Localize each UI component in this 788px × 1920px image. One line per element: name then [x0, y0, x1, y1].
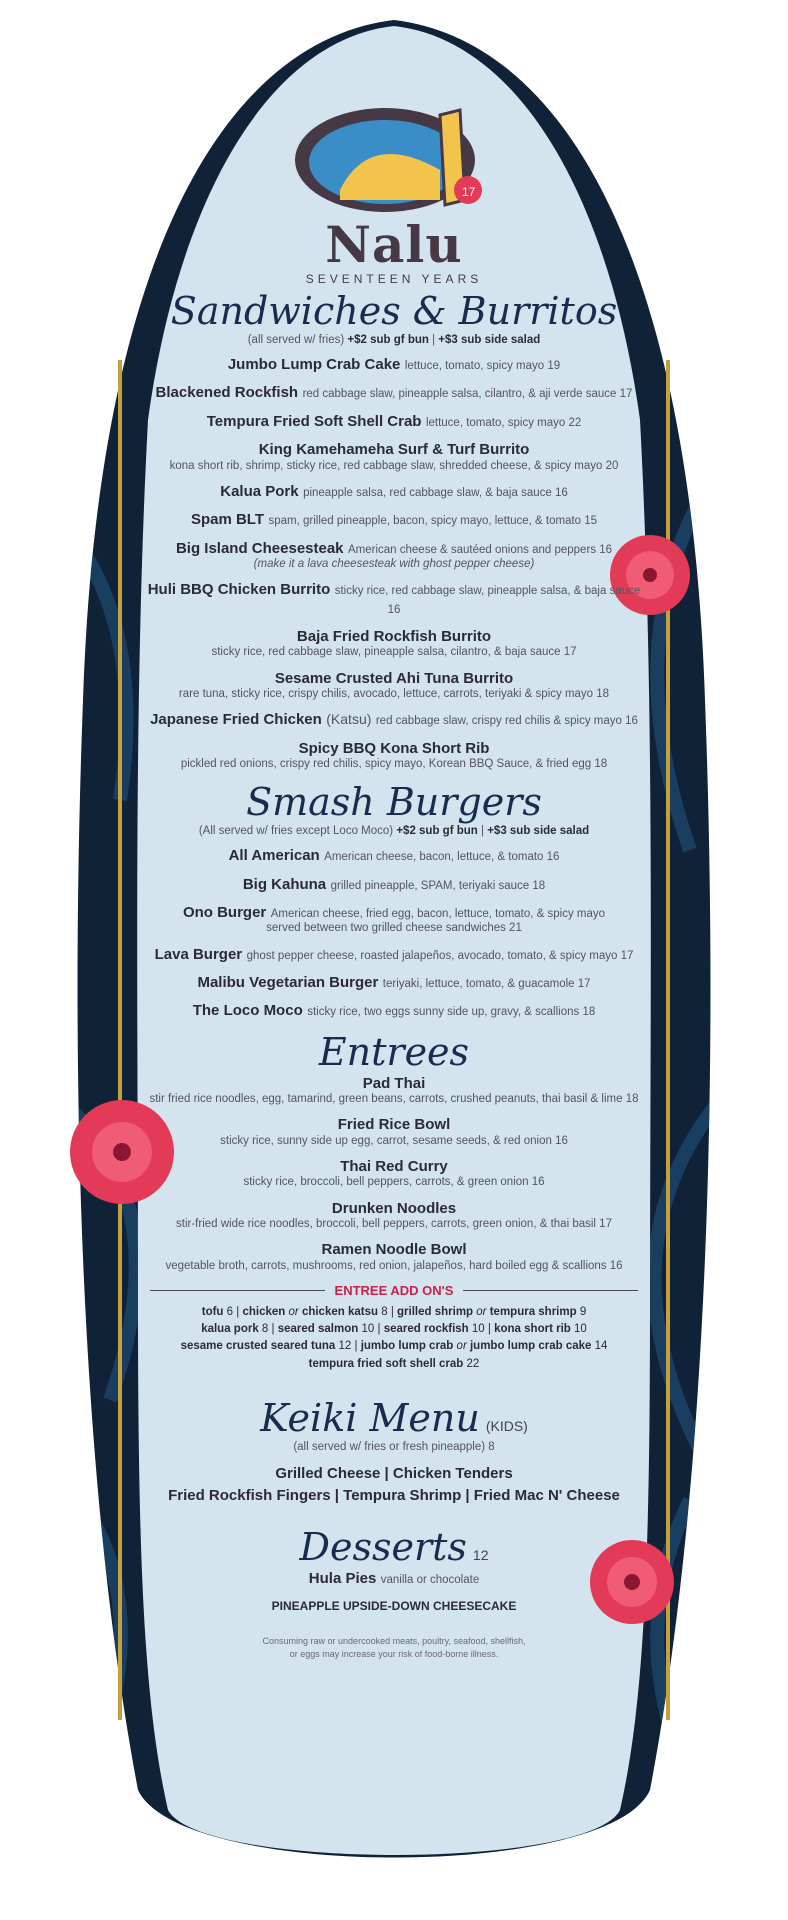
item-name: Ono Burger	[182, 903, 267, 921]
item-description: sticky rice, red cabbage slaw, pineapple salsa, & baja sauce 16	[334, 585, 641, 616]
item-name: Pad Thai	[362, 1074, 426, 1092]
addon-name: tempura shrimp	[489, 1305, 577, 1318]
addon-separator: |	[487, 1323, 491, 1336]
menu-item	[140, 581, 648, 618]
dessert-upside-down-cheesecake: PINEAPPLE UPSIDE-DOWN CHEESECAKE	[271, 1598, 517, 1613]
item-name: Tempura Fried Soft Shell Crab	[206, 412, 422, 430]
item-subname: (Katsu)	[326, 711, 372, 728]
addon-price: 6	[226, 1305, 234, 1318]
dessert-hula-pies	[140, 1570, 648, 1588]
menu-item	[140, 904, 648, 936]
addon-separator: |	[377, 1323, 381, 1336]
kids-title-text: Keiki Menu	[260, 1395, 480, 1440]
kids-note: (all served w/ fries or fresh pineapple) 8	[293, 1440, 495, 1453]
item-name: Big Island Cheesesteak	[175, 539, 344, 557]
item-description: vanilla or chocolate	[380, 1574, 480, 1587]
addon-name: chicken	[242, 1305, 286, 1318]
addon-name: seared rockfish	[383, 1323, 469, 1336]
kids-items-line2: Fried Rockfish Fingers | Tempura Shrimp | Fried Mac N' Cheese	[168, 1486, 620, 1504]
addon-separator: |	[271, 1323, 275, 1336]
item-name: Drunken Noodles	[331, 1199, 457, 1217]
addon-or: or	[456, 1340, 467, 1353]
menu-item	[140, 1075, 648, 1107]
menu-item	[140, 1241, 648, 1273]
item-name: Spicy BBQ Kona Short Rib	[298, 739, 490, 757]
menu-content	[140, 100, 648, 1661]
item-description: red cabbage slaw, crispy red chilis & spicy mayo 16	[375, 715, 638, 728]
desserts-title-text: Desserts	[299, 1525, 467, 1570]
item-extra-note: (make it a lava cheesesteak with ghost pepper cheese)	[253, 557, 535, 570]
item-name: Big Kahuna	[242, 875, 327, 893]
menu-item	[140, 384, 648, 402]
desserts-price: 12	[472, 1547, 489, 1564]
item-extra-note: served between two grilled cheese sandwiches 21	[266, 922, 522, 935]
brand-tagline: SEVENTEEN YEARS	[305, 272, 483, 286]
section-title-entrees: Entrees	[318, 1029, 470, 1074]
left-gold-stripe	[118, 360, 122, 1720]
wave-surfboard-icon	[290, 100, 500, 230]
item-name: Thai Red Curry	[340, 1157, 448, 1175]
menu-item	[140, 1002, 648, 1020]
note-side-salad: +$3 sub side salad	[438, 334, 541, 346]
menu-item	[140, 847, 648, 865]
item-description: spam, grilled pineapple, bacon, spicy mayo, lettuce, & tomato 15	[268, 515, 598, 528]
menu-item	[140, 711, 648, 729]
nalu-logo	[140, 100, 648, 286]
addon-separator: |	[354, 1340, 358, 1353]
note-gf-bun: +$2 sub gf bun	[347, 334, 429, 346]
kids-suffix: (KIDS)	[485, 1417, 528, 1434]
menu-item	[140, 628, 648, 660]
addon-separator: |	[390, 1305, 394, 1318]
item-description: American cheese, bacon, lettuce, & tomato 16	[324, 851, 560, 864]
addon-name: jumbo lump crab cake	[469, 1340, 592, 1353]
menu-item	[140, 740, 648, 772]
item-description: sticky rice, sunny side up egg, carrot, sesame seeds, & red onion 16	[220, 1134, 568, 1147]
kids-items-line1: Grilled Cheese | Chicken Tenders	[275, 1464, 513, 1482]
addon-price: 8	[381, 1305, 388, 1318]
addon-name: kalua pork	[201, 1323, 259, 1336]
menu-item	[140, 356, 648, 374]
menu-item	[140, 483, 648, 501]
item-name: Sesame Crusted Ahi Tuna Burrito	[274, 669, 514, 687]
item-description: sticky rice, two eggs sunny side up, gravy, & scallions 18	[307, 1006, 596, 1019]
addon-price: 10	[361, 1323, 375, 1336]
addons-header	[140, 1283, 648, 1298]
note-gf-bun: +$2 sub gf bun	[396, 825, 478, 838]
item-name: The Loco Moco	[192, 1002, 303, 1020]
disclaimer-line: or eggs may increase your risk of food-borne illness.	[289, 1648, 499, 1659]
addon-name: seared salmon	[277, 1323, 359, 1336]
item-description: American cheese & sautéed onions and peppers 16	[347, 543, 613, 556]
burger-list	[140, 847, 648, 1021]
item-description: stir fried rice noodles, egg, tamarind, green beans, carrots, crushed peanuts, thai basil & lime 18	[149, 1093, 639, 1106]
section-title-desserts	[140, 1525, 648, 1570]
badge-number: 17	[462, 185, 476, 199]
addon-name: sesame crusted seared tuna	[180, 1340, 336, 1353]
brand-name: Nalu	[325, 215, 463, 274]
item-name: Fried Rice Bowl	[337, 1116, 451, 1134]
section-note-burgers	[140, 825, 648, 837]
menu-item	[140, 1200, 648, 1232]
item-description: ghost pepper cheese, roasted jalapeños, avocado, tomato, & spicy mayo 17	[246, 949, 634, 962]
section-title-kids	[140, 1395, 648, 1440]
addon-separator: |	[236, 1305, 240, 1318]
item-name: Spam BLT	[190, 511, 265, 529]
item-name: King Kamehameha Surf & Turf Burrito	[258, 441, 530, 459]
item-description: American cheese, fried egg, bacon, lettuce, tomato, & spicy mayo	[270, 907, 606, 920]
menu-item	[140, 441, 648, 473]
note-separator: |	[481, 825, 484, 838]
addon-price: 10	[471, 1323, 485, 1336]
addon-name: chicken katsu	[301, 1305, 379, 1318]
item-description: vegetable broth, carrots, mushrooms, red onion, jalapeños, hard boiled egg & scallions 16	[165, 1259, 623, 1272]
item-name: All American	[228, 847, 320, 865]
section-note-sandwiches	[140, 334, 648, 346]
item-description: grilled pineapple, SPAM, teriyaki sauce 18	[330, 879, 546, 892]
menu-item	[140, 511, 648, 529]
item-description: red cabbage slaw, pineapple salsa, cilantro, & aji verde sauce 17	[302, 388, 633, 401]
addon-price: 8	[261, 1323, 269, 1336]
item-description: sticky rice, red cabbage slaw, pineapple salsa, cilantro, & baja sauce 17	[211, 646, 577, 659]
addon-name: tofu	[201, 1305, 224, 1318]
addons-title: ENTREE ADD ON'S	[334, 1282, 454, 1298]
menu-item	[140, 540, 648, 572]
section-title-burgers: Smash Burgers	[246, 780, 542, 825]
disclaimer-line: Consuming raw or undercooked meats, poultry, seafood, shellfish,	[262, 1635, 526, 1646]
item-name: Huli BBQ Chicken Burrito	[147, 581, 331, 599]
note-text: (All served w/ fries except Loco Moco)	[198, 825, 394, 838]
menu-item	[140, 670, 648, 702]
item-name: Blackened Rockfish	[155, 384, 299, 402]
addon-price: 12	[338, 1340, 352, 1353]
addon-price: 10	[574, 1323, 587, 1336]
addon-name: jumbo lump crab	[360, 1340, 454, 1353]
item-name: Jumbo Lump Crab Cake	[227, 356, 401, 373]
divider	[463, 1290, 638, 1291]
sandwich-list	[140, 356, 648, 771]
item-description: stir-fried wide rice noodles, broccoli, bell peppers, carrots, green onion, & thai basil 17	[176, 1217, 612, 1230]
item-description: lettuce, tomato, spicy mayo 22	[425, 416, 582, 429]
item-name: Baja Fried Rockfish Burrito	[296, 627, 492, 645]
menu-item	[140, 1158, 648, 1190]
addons-list	[140, 1304, 648, 1373]
item-name: Japanese Fried Chicken	[150, 711, 322, 729]
note-text: (all served w/ fries)	[247, 334, 345, 346]
item-description: rare tuna, sticky rice, crispy chilis, avocado, lettuce, carrots, teriyaki & spicy mayo 18	[178, 687, 610, 700]
menu-item	[140, 876, 648, 894]
note-separator: |	[432, 334, 436, 346]
addon-price: 22	[466, 1357, 480, 1370]
section-title-sandwiches: Sandwiches & Burritos	[170, 289, 618, 333]
entree-list	[140, 1075, 648, 1273]
food-safety-disclaimer	[140, 1635, 648, 1661]
item-name: Lava Burger	[154, 945, 243, 963]
item-description: teriyaki, lettuce, tomato, & guacamole 17	[382, 977, 591, 990]
item-name: Kalua Pork	[220, 482, 299, 500]
note-side-salad: +$3 sub side salad	[487, 825, 590, 838]
divider	[150, 1290, 325, 1291]
addon-price: 14	[594, 1340, 608, 1353]
item-description: lettuce, tomato, spicy mayo 19	[404, 360, 561, 372]
menu-item	[140, 946, 648, 964]
item-name: Ramen Noodle Bowl	[321, 1241, 467, 1259]
addon-or: or	[288, 1305, 299, 1318]
menu-item	[140, 413, 648, 431]
item-description: sticky rice, broccoli, bell peppers, carrots, & green onion 16	[243, 1176, 545, 1189]
item-name: Hula Pies	[308, 1570, 377, 1588]
addon-name: kona short rib	[494, 1323, 571, 1336]
addon-name: grilled shrimp	[397, 1305, 474, 1318]
item-description: pineapple salsa, red cabbage slaw, & baja sauce 16	[303, 486, 568, 499]
menu-item	[140, 1116, 648, 1148]
addon-or: or	[476, 1305, 487, 1318]
item-description: pickled red onions, crispy red chilis, spicy mayo, Korean BBQ Sauce, & fried egg 18	[180, 757, 608, 770]
addon-price: 9	[579, 1305, 587, 1318]
item-description: kona short rib, shrimp, sticky rice, red cabbage slaw, shredded cheese, & spicy mayo 20	[169, 459, 619, 472]
addon-name: tempura fried soft shell crab	[308, 1357, 464, 1370]
menu-item	[140, 974, 648, 992]
item-name: Malibu Vegetarian Burger	[197, 973, 379, 991]
